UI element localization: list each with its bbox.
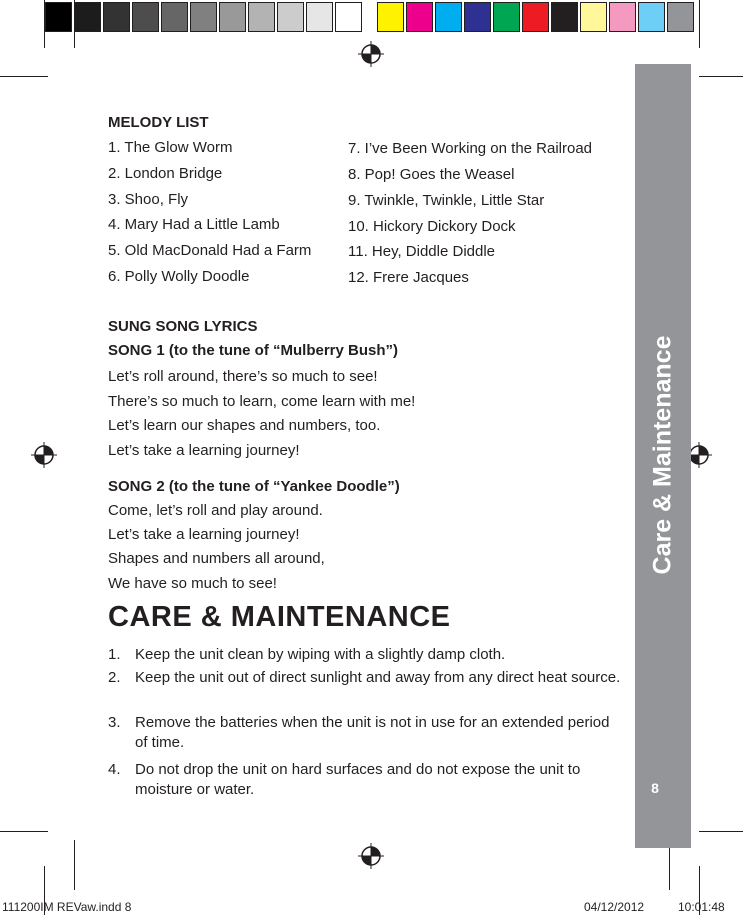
- color-swatch: [190, 2, 217, 32]
- color-swatch: [406, 2, 433, 32]
- color-swatch: [464, 2, 491, 32]
- footer-file: 111200IM REVaw.indd 8: [2, 900, 132, 914]
- sung-lyrics-title: SUNG SONG LYRICS: [108, 318, 258, 335]
- color-swatch: [45, 2, 72, 32]
- page-number: 8: [651, 780, 659, 796]
- care-item-text: Remove the batteries when the unit is not in use for an extended period of time.: [135, 714, 610, 751]
- color-swatch: [638, 2, 665, 32]
- care-item-number: 3.: [108, 714, 121, 731]
- color-swatch: [132, 2, 159, 32]
- song2-line: Come, let’s roll and play around.: [108, 502, 323, 519]
- color-swatch: [103, 2, 130, 32]
- color-swatch: [248, 2, 275, 32]
- registration-mark-left: [31, 442, 57, 468]
- song1-line: Let’s take a learning journey!: [108, 442, 300, 459]
- song1-line: There’s so much to learn, come learn with me!: [108, 393, 416, 410]
- song2-line: Shapes and numbers all around,: [108, 550, 325, 567]
- registration-mark-top: [358, 41, 384, 67]
- footer-date: 04/12/2012: [584, 900, 645, 914]
- color-swatch: [667, 2, 694, 32]
- song2-line: Let’s take a learning journey!: [108, 526, 300, 543]
- song1-line: Let’s roll around, there’s so much to see!: [108, 368, 378, 385]
- song1-title: SONG 1 (to the tune of “Mulberry Bush”): [108, 342, 399, 359]
- melody-item: 10. Hickory Dickory Dock: [348, 218, 516, 235]
- melody-item: 5. Old MacDonald Had a Farm: [108, 242, 312, 259]
- melody-item: 9. Twinkle, Twinkle, Little Star: [348, 192, 545, 209]
- registration-mark-bottom: [358, 843, 384, 869]
- color-swatch: [335, 2, 362, 32]
- color-swatch: [277, 2, 304, 32]
- melody-item: 11. Hey, Diddle Diddle: [348, 243, 496, 260]
- color-swatch: [377, 2, 404, 32]
- sidebar-title: Care & Maintenance: [648, 335, 677, 575]
- melody-item: 7. I’ve Been Working on the Railroad: [348, 140, 593, 157]
- melody-list-title: MELODY LIST: [108, 114, 209, 131]
- color-swatch: [306, 2, 333, 32]
- melody-item: 6. Polly Wolly Doodle: [108, 268, 250, 285]
- care-item-number: 2.: [108, 669, 121, 686]
- melody-item: 8. Pop! Goes the Weasel: [348, 166, 515, 183]
- care-heading: CARE & MAINTENANCE: [108, 601, 451, 633]
- song2-line: We have so much to see!: [108, 575, 277, 592]
- care-item-text: Do not drop the unit on hard surfaces and do not expose the unit to moisture or water.: [135, 761, 581, 798]
- song1-line: Let’s learn our shapes and numbers, too.: [108, 417, 381, 434]
- color-swatch: [609, 2, 636, 32]
- melody-item: 12. Frere Jacques: [348, 269, 469, 286]
- melody-item: 1. The Glow Worm: [108, 139, 233, 156]
- melody-item: 4. Mary Had a Little Lamb: [108, 216, 280, 233]
- color-swatch: [74, 2, 101, 32]
- care-item-text: Keep the unit out of direct sunlight and away from any direct heat source.: [135, 669, 621, 686]
- melody-item: 3. Shoo, Fly: [108, 191, 189, 208]
- care-item-text: Keep the unit clean by wiping with a slightly damp cloth.: [135, 646, 506, 663]
- melody-item: 2. London Bridge: [108, 165, 223, 182]
- color-swatch: [580, 2, 607, 32]
- care-item-number: 1.: [108, 646, 121, 663]
- song2-title: SONG 2 (to the tune of “Yankee Doodle”): [108, 478, 400, 495]
- color-swatch: [161, 2, 188, 32]
- color-swatch: [219, 2, 246, 32]
- footer-time: 10:01:48: [678, 900, 725, 914]
- color-swatch: [493, 2, 520, 32]
- color-swatch: [435, 2, 462, 32]
- color-swatch: [522, 2, 549, 32]
- color-swatch: [551, 2, 578, 32]
- care-item-number: 4.: [108, 761, 121, 778]
